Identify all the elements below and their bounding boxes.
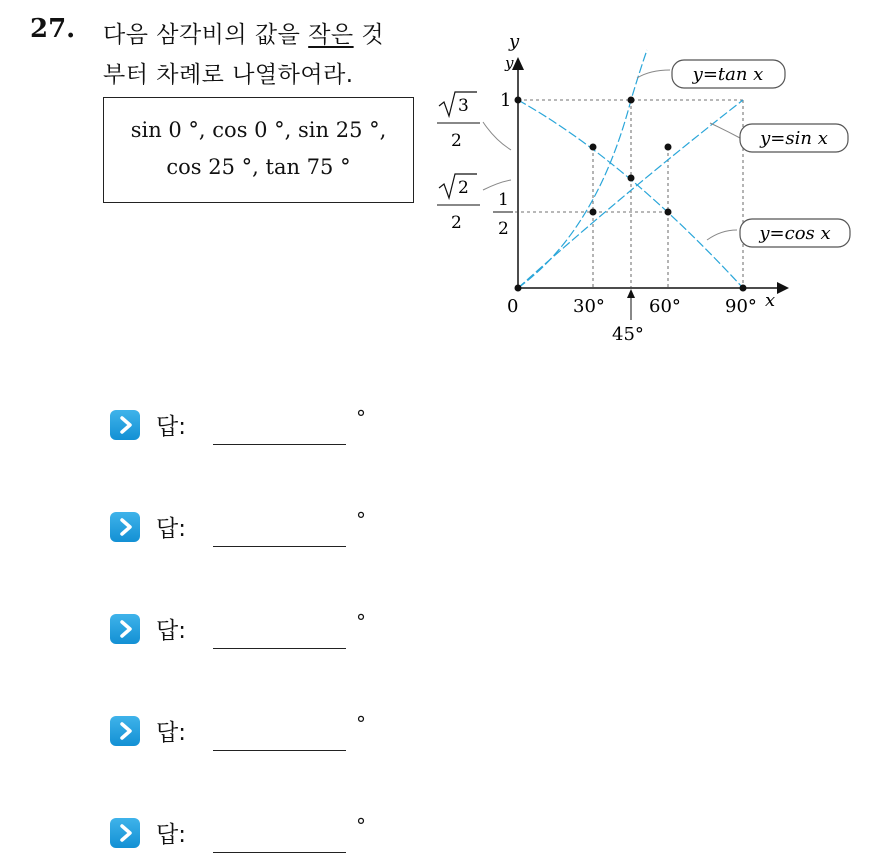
answer-label: 답: [156, 414, 186, 440]
sqrt3-denominator: 2 [451, 131, 462, 151]
answer-blank[interactable] [213, 750, 346, 751]
y-tick-1: 1 [500, 90, 512, 111]
x-axis-label: x [765, 290, 776, 311]
sqrt2-denominator: 2 [451, 213, 462, 233]
answer-label: 답: [156, 516, 186, 542]
tan-curve [518, 50, 647, 288]
answer-mark: ° [356, 814, 366, 838]
x-tick-30: 30° [573, 296, 605, 317]
sin-curve [518, 100, 743, 288]
cos-curve [518, 100, 743, 288]
answer-mark: ° [356, 406, 366, 430]
answer-label: 답: [156, 720, 186, 746]
question-text-line1: 다음 삼각비의 값을 작은 것 [103, 22, 385, 48]
answer-chevron-icon [110, 818, 140, 848]
trig-graph [425, 20, 865, 360]
y-axis-arrow-icon [512, 57, 524, 70]
x-axis-arrow-icon [777, 282, 789, 294]
x-tick-45: 45° [612, 324, 644, 345]
question-number: 27. [30, 14, 76, 44]
answer-blank[interactable] [213, 546, 346, 547]
answer-chevron-icon [110, 512, 140, 542]
y-axis-label: y [509, 31, 520, 52]
expression-box [103, 97, 414, 203]
x-tick-90: 90° [725, 296, 757, 317]
answer-blank[interactable] [213, 444, 346, 445]
answer-blank[interactable] [213, 852, 346, 853]
x-tick-60: 60° [649, 296, 681, 317]
answer-chevron-icon [110, 614, 140, 644]
answer-mark: ° [356, 508, 366, 532]
underlined-word: 작은 [308, 22, 354, 48]
box-line-1: sin 0 °, cos 0 °, sin 25 °, [130, 118, 387, 142]
sqrt2-radicand: 2 [458, 178, 469, 198]
tan-label: y=tan x [692, 64, 764, 85]
callout-leaders [483, 70, 740, 240]
half-numerator: 1 [498, 190, 509, 210]
question-text-line2: 부터 차례로 나열하여라. [103, 62, 354, 88]
answer-mark: ° [356, 712, 366, 736]
y-axis-label-small: y [505, 54, 514, 72]
x-tick-0: 0 [507, 296, 519, 317]
answer-chevron-icon [110, 716, 140, 746]
answer-blank[interactable] [213, 648, 346, 649]
x45-pointer-arrow-icon [627, 289, 635, 298]
sqrt3-radicand: 3 [458, 96, 469, 116]
curve-points [515, 97, 747, 292]
cos-label: y=cos x [759, 223, 831, 244]
sin-label: y=sin x [760, 128, 828, 149]
answer-mark: ° [356, 610, 366, 634]
answer-label: 답: [156, 618, 186, 644]
half-denominator: 2 [498, 219, 509, 239]
answer-label: 답: [156, 822, 186, 848]
box-line-2: cos 25 °, tan 75 ° [166, 155, 351, 179]
answer-chevron-icon [110, 410, 140, 440]
